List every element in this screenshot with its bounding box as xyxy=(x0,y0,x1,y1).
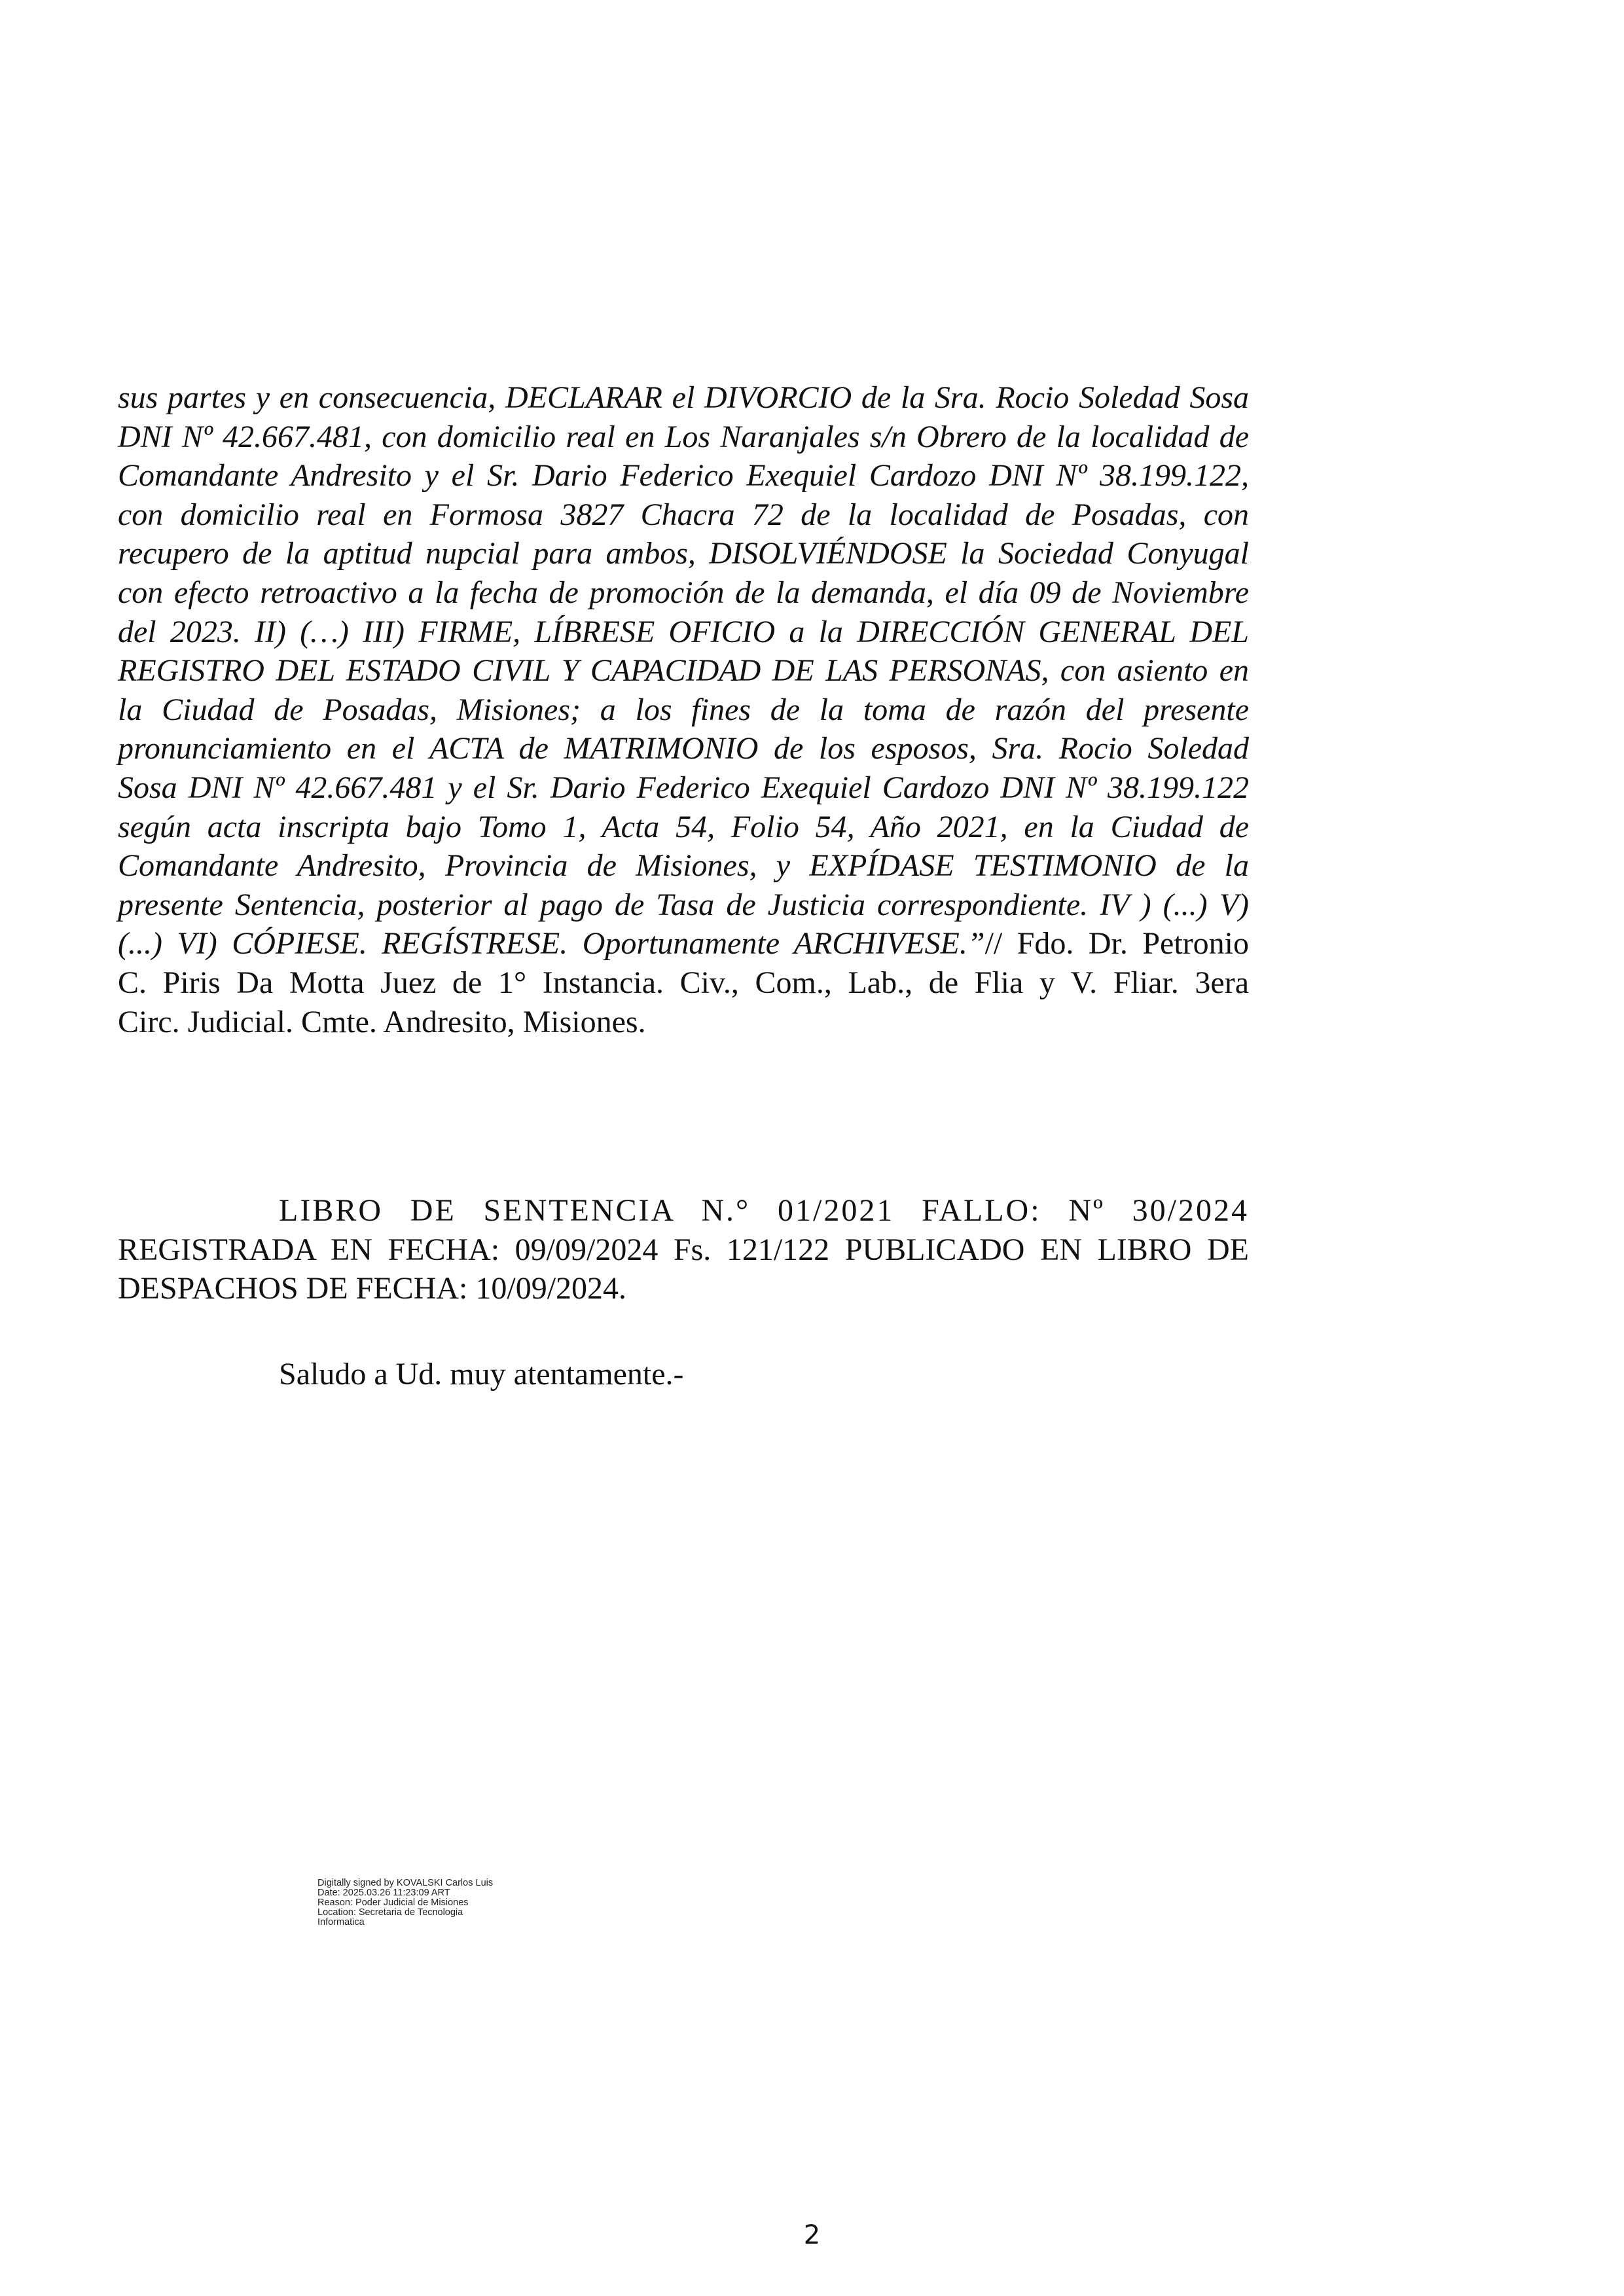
paragraph-line: sus partes y en consecuencia, DECLARAR el DIVORCIO de la Sra. Rocio Soledad Sosa xyxy=(118,380,1249,415)
registro-line: REGISTRADA EN FECHA: 09/09/2024 Fs. 121/122 PUBLICADO EN LIBRO DE xyxy=(118,1232,1249,1267)
paragraph-line: Comandante Andresito, Provincia de Misiones, y EXPÍDASE TESTIMONIO de la xyxy=(118,848,1249,884)
signature-line: Reason: Poder Judicial de Misiones xyxy=(317,1897,469,1908)
paragraph-line: presente Sentencia, posterior al pago de Tasa de Justicia correspondiente. IV ) (...) V) xyxy=(118,887,1249,922)
signature-line: Informatica xyxy=(317,1917,365,1928)
paragraph-line: la Ciudad de Posadas, Misiones; a los fines de la toma de razón del presente xyxy=(118,692,1249,727)
sentencia-paragraph xyxy=(118,378,1249,1041)
paragraph-line: según acta inscripta bajo Tomo 1, Acta 54, Folio 54, Año 2021, en la Ciudad de xyxy=(118,809,1249,844)
paragraph-line: C. Piris Da Motta Juez de 1° Instancia. Civ., Com., Lab., de Flia y V. Fliar. 3era xyxy=(118,965,1249,1000)
paragraph-line: recupero de la aptitud nupcial para ambos, DISOLVIÉNDOSE la Sociedad Conyugal xyxy=(118,536,1249,571)
signature-line: Date: 2025.03.26 11:23:09 ART xyxy=(317,1888,450,1898)
paragraph-line: pronunciamiento en el ACTA de MATRIMONIO de los esposos, Sra. Rocio Soledad xyxy=(118,731,1249,766)
registro-line: DESPACHOS DE FECHA: 10/09/2024. xyxy=(118,1271,627,1306)
paragraph-line: REGISTRO DEL ESTADO CIVIL Y CAPACIDAD DE LAS PERSONAS, con asiento en xyxy=(118,653,1249,689)
closing-clauses: (...) VI) CÓPIESE. REGÍSTRESE. Oportunamente ARCHIVESE.” xyxy=(118,926,985,961)
firma-juez: // Fdo. Dr. Petronio xyxy=(984,926,1249,961)
closing-salutation: Saludo a Ud. muy atentamente.- xyxy=(279,1357,684,1391)
digital-signature-block xyxy=(317,1878,592,1928)
signature-line: Location: Secretaria de Tecnologia xyxy=(317,1907,463,1918)
paragraph-line: del 2023. II) (…) III) FIRME, LÍBRESE OFICIO a la DIRECCIÓN GENERAL DEL xyxy=(118,614,1249,649)
paragraph-line: DNI Nº 42.667.481, con domicilio real en Los Naranjales s/n Obrero de la localidad de xyxy=(118,419,1249,454)
paragraph-line: Comandante Andresito y el Sr. Dario Federico Exequiel Cardozo DNI Nº 38.199.122, xyxy=(118,458,1249,493)
paragraph-line-mixed xyxy=(118,924,1249,963)
registro-paragraph xyxy=(118,1191,1249,1308)
paragraph-line: con efecto retroactivo a la fecha de promoción de la demanda, el día 09 de Noviembre xyxy=(118,575,1249,610)
paragraph-line: Sosa DNI Nº 42.667.481 y el Sr. Dario Federico Exequiel Cardozo DNI Nº 38.199.122 xyxy=(118,770,1249,805)
paragraph-line: Circ. Judicial. Cmte. Andresito, Misiones. xyxy=(118,1004,646,1039)
signature-line: Digitally signed by KOVALSKI Carlos Luis xyxy=(317,1878,494,1888)
registro-line: LIBRO DE SENTENCIA N.° 01/2021 FALLO: Nº 30/2024 xyxy=(279,1193,1249,1228)
page-number: 2 xyxy=(803,2220,821,2250)
paragraph-line: con domicilio real en Formosa 3827 Chacra 72 de la localidad de Posadas, con xyxy=(118,497,1249,532)
